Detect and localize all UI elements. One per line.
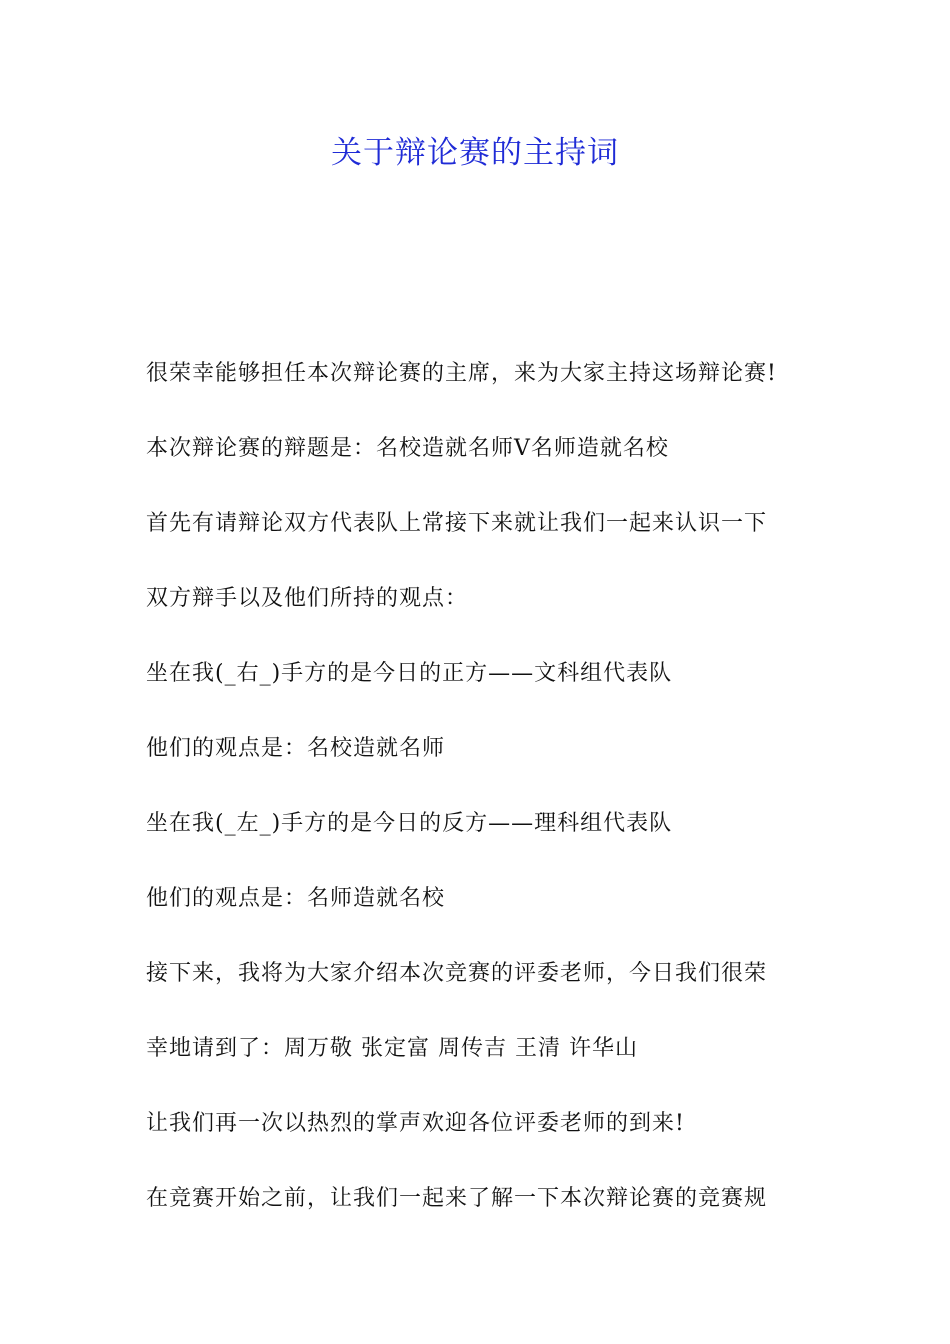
- paragraph-line: 首先有请辩论双方代表队上常接下来就让我们一起来认识一下: [146, 511, 768, 536]
- paragraph-line: 本次辩论赛的辩题是：名校造就名师V名师造就名校: [146, 436, 669, 461]
- paragraph-line: 接下来，我将为大家介绍本次竞赛的评委老师，今日我们很荣: [146, 961, 768, 986]
- paragraph-line: 双方辩手以及他们所持的观点：: [146, 586, 469, 611]
- paragraph-line: 幸地请到了：周万敬 张定富 周传吉 王清 许华山: [146, 1036, 638, 1061]
- paragraph-line: 他们的观点是：名校造就名师: [146, 736, 446, 761]
- paragraph-line: 很荣幸能够担任本次辩论赛的主席，来为大家主持这场辩论赛!: [146, 361, 777, 386]
- paragraph-line: 坐在我(_右_)手方的是今日的正方——文科组代表队: [146, 661, 673, 686]
- paragraph-line: 让我们再一次以热烈的掌声欢迎各位评委老师的到来!: [146, 1111, 685, 1136]
- paragraph-line: 他们的观点是：名师造就名校: [146, 886, 446, 911]
- paragraph-line: 在竞赛开始之前，让我们一起来了解一下本次辩论赛的竞赛规: [146, 1186, 768, 1211]
- document-title: 关于辩论赛的主持词: [331, 135, 619, 171]
- document-body: [146, 336, 826, 1236]
- paragraph-line: 坐在我(_左_)手方的是今日的反方——理科组代表队: [146, 811, 673, 836]
